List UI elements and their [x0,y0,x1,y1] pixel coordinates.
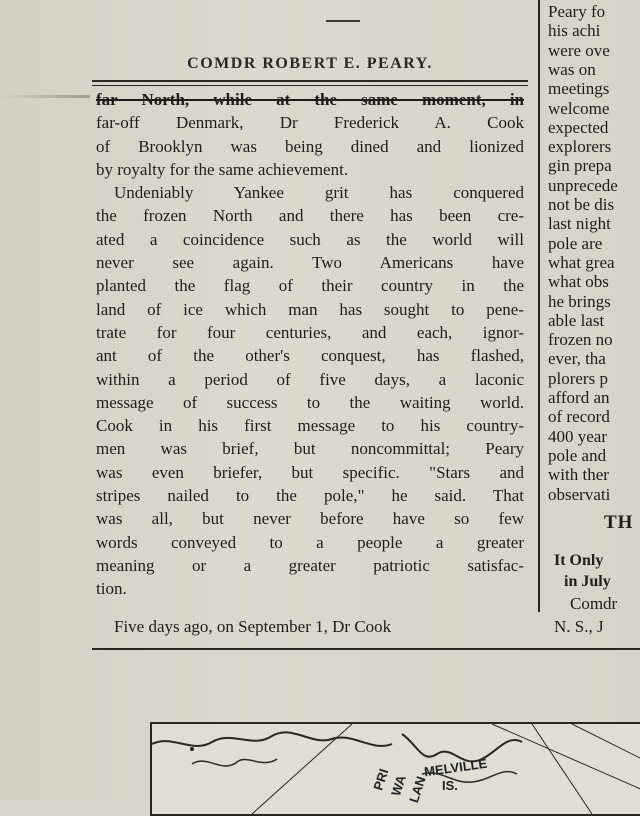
headline-rule-thin [92,85,528,86]
adjacent-line: Peary fo [548,2,606,21]
article-line: far North, while at the same moment, in [96,90,524,109]
adjacent-line: 400 year [548,426,608,446]
map-label-wales: WA [388,773,409,798]
adjacent-subhead-1: It Only [554,552,604,569]
map-label-land: LAN [406,774,429,805]
headline-rule [92,80,528,82]
adjacent-line: welcome [548,98,610,118]
adjacent-line: with ther [548,465,609,485]
adjacent-line: were ove [548,40,610,60]
adjacent-subhead-2: in July [564,573,611,590]
article-line: land of ice which man has sought to pene- [96,299,524,319]
article-line: of Brooklyn was being dined and lionized [96,136,524,156]
adjacent-column [548,0,640,650]
adjacent-line: not be dis [548,195,615,214]
adjacent-line: expected [548,117,609,137]
map-label-melville: MELVILLE [423,755,489,780]
adjacent-line: what obs [548,272,609,292]
adjacent-line: gin prepa [548,156,612,176]
article-line: words conveyed to a people a greater [96,532,524,552]
article-line: by royalty for the same achievement. [96,159,349,179]
article-line: far-off Denmark, Dr Frederick A. Cook [96,113,524,133]
article-continuation: Five days ago, on September 1, Dr Cook [114,617,392,636]
article-headline: COMDR ROBERT E. PEARY. [187,55,433,72]
adjacent-line: Comdr [570,594,618,613]
map-label-island: IS. [442,778,458,793]
article-line: planted the flag of their country in the [96,276,524,296]
divider-dash [326,20,360,22]
article-line: was even briefer, but specific. "Stars and [96,462,524,482]
arctic-map [150,722,640,816]
article-line: the frozen North and there has been cre- [96,206,524,226]
article-line: meaning or a greater patriotic satisfac- [96,555,524,575]
article-line: tion. [96,579,127,599]
article-line: ated a coincidence such as the world will [96,229,524,249]
adjacent-line: what grea [548,252,615,272]
adjacent-line: meetings [548,79,610,99]
article-line: message of success to the waiting world. [96,392,524,412]
adjacent-line: plorers p [548,368,608,388]
adjacent-line: frozen no [548,330,613,350]
article-line: within a period of five days, a laconic [96,369,524,389]
map-label-prince: PRI [370,766,392,793]
article-line: stripes nailed to the pole," he said. That [96,486,524,506]
adjacent-line: pole are [548,233,603,253]
article-line: Cook in his first message to his country- [96,416,524,436]
adjacent-line: able last [548,310,605,330]
article-line: was all, but never before have so few [96,509,524,529]
adjacent-line: N. S., J [554,617,604,636]
article-line: trate for four centuries, and each, ignor- [96,322,524,342]
adjacent-line: of record [548,407,610,427]
adjacent-heading: TH [604,512,634,533]
paper-fold [0,95,90,98]
adjacent-line: explorers [548,137,612,157]
article-body [96,88,524,601]
column-divider [538,0,540,612]
adjacent-line: observati [548,484,611,504]
article-line: Undeniably Yankee grit has conquered [114,183,524,203]
adjacent-line: was on [548,59,596,79]
article-line: men was brief, but noncommittal; Peary [96,439,524,459]
adjacent-line: afford an [548,388,610,407]
adjacent-line: ever, tha [548,349,606,369]
map-coastlines [152,724,640,814]
article-line: ant of the other's conquest, has flashed, [96,346,524,366]
adjacent-line: pole and [548,445,607,465]
article-line: never see again. Two Americans have [96,253,524,273]
adjacent-line: last night [548,214,611,234]
adjacent-line: his achi [548,21,601,41]
adjacent-line: unprecede [548,175,618,195]
adjacent-line: he brings [548,291,611,311]
